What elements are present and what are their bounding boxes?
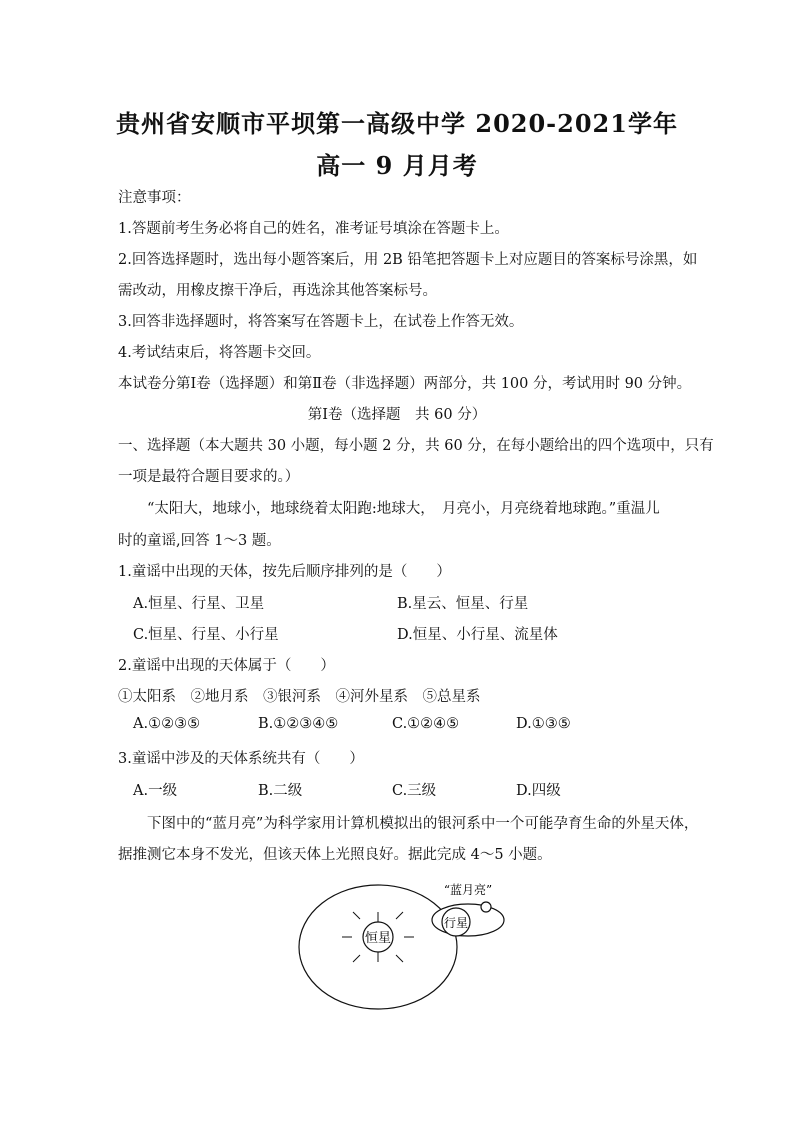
q1-option-b: B.星云、恒星、行星 — [397, 596, 529, 612]
exam-title-line1: 贵州省安顺市平坝第一高级中学 2020-2021学年 — [116, 109, 678, 138]
q2-choices: ①太阳系 ②地月系 ③银河系 ④河外星系 ⑤总星系 — [118, 689, 481, 705]
part1-heading: 第Ⅰ卷（选择题 共 60 分） — [307, 407, 487, 423]
blue-moon-circle — [481, 902, 491, 912]
q3-option-d: D.四级 — [516, 783, 561, 799]
q3-option-b: B.二级 — [258, 783, 303, 799]
passage2-line-a: 下图中的“蓝月亮”为科学家用计算机模拟出的银河系中一个可能孕育生命的外星天体， — [147, 816, 699, 832]
q3-option-a: A.一级 — [133, 783, 178, 799]
q2-stem: 2.童谣中出现的天体属于（ ） — [118, 658, 335, 674]
star-system-diagram — [298, 870, 518, 1010]
notice-heading: 注意事项： — [118, 190, 191, 206]
q2-option-b: B.①②③④⑤ — [258, 716, 339, 732]
q2-option-c: C.①②④⑤ — [392, 716, 460, 732]
q1-stem: 1.童谣中出现的天体，按先后顺序排列的是（ ） — [118, 564, 451, 580]
exam-summary: 本试卷分第Ⅰ卷（选择题）和第Ⅱ卷（非选择题）两部分，共 100 分，考试用时 90 分钟。 — [118, 376, 692, 392]
notice-item-2a: 2.回答选择题时，选出每小题答案后，用 2B 铅笔把答题卡上对应题目的答案标号涂黑，如 — [118, 252, 698, 268]
passage1-line-a: “太阳大，地球小，地球绕着太阳跑:地球大， 月亮小，月亮绕着地球跑。”重温儿 — [147, 501, 660, 517]
q2-option-d: D.①③⑤ — [516, 716, 571, 732]
section-instructions-a: 一、选择题（本大题共 30 小题，每小题 2 分，共 60 分，在每小题给出的四个选项中，只有 — [118, 438, 714, 454]
notice-item-2b: 需改动，用橡皮擦干净后，再选涂其他答案标号。 — [118, 283, 437, 299]
q3-option-c: C.三级 — [392, 783, 437, 799]
q1-option-a: A.恒星、行星、卫星 — [133, 596, 265, 612]
notice-item-4: 4.考试结束后，将答题卡交回。 — [118, 345, 321, 361]
blue-moon-label: “蓝月亮” — [443, 883, 493, 897]
q1-option-d: D.恒星、小行星、流星体 — [397, 627, 558, 643]
notice-item-1: 1.答题前考生务必将自己的姓名，准考证号填涂在答题卡上。 — [118, 221, 509, 237]
q1-option-c: C.恒星、行星、小行星 — [133, 627, 279, 643]
star-label: 恒星 — [364, 931, 392, 946]
exam-title-line2: 高一 9 月月考 — [316, 151, 478, 180]
section-instructions-b: 一项是最符合题目要求的。） — [118, 469, 300, 485]
q2-option-a: A.①②③⑤ — [133, 716, 201, 732]
passage1-line-b: 时的童谣,回答 1～3 题。 — [118, 533, 281, 549]
q3-stem: 3.童谣中涉及的天体系统共有（ ） — [118, 751, 364, 767]
notice-item-3: 3.回答非选择题时，将答案写在答题卡上，在试卷上作答无效。 — [118, 314, 524, 330]
passage2-line-b: 据推测它本身不发光，但该天体上光照良好。据此完成 4～5 小题。 — [118, 847, 552, 863]
planet-label: 行星 — [443, 916, 469, 930]
